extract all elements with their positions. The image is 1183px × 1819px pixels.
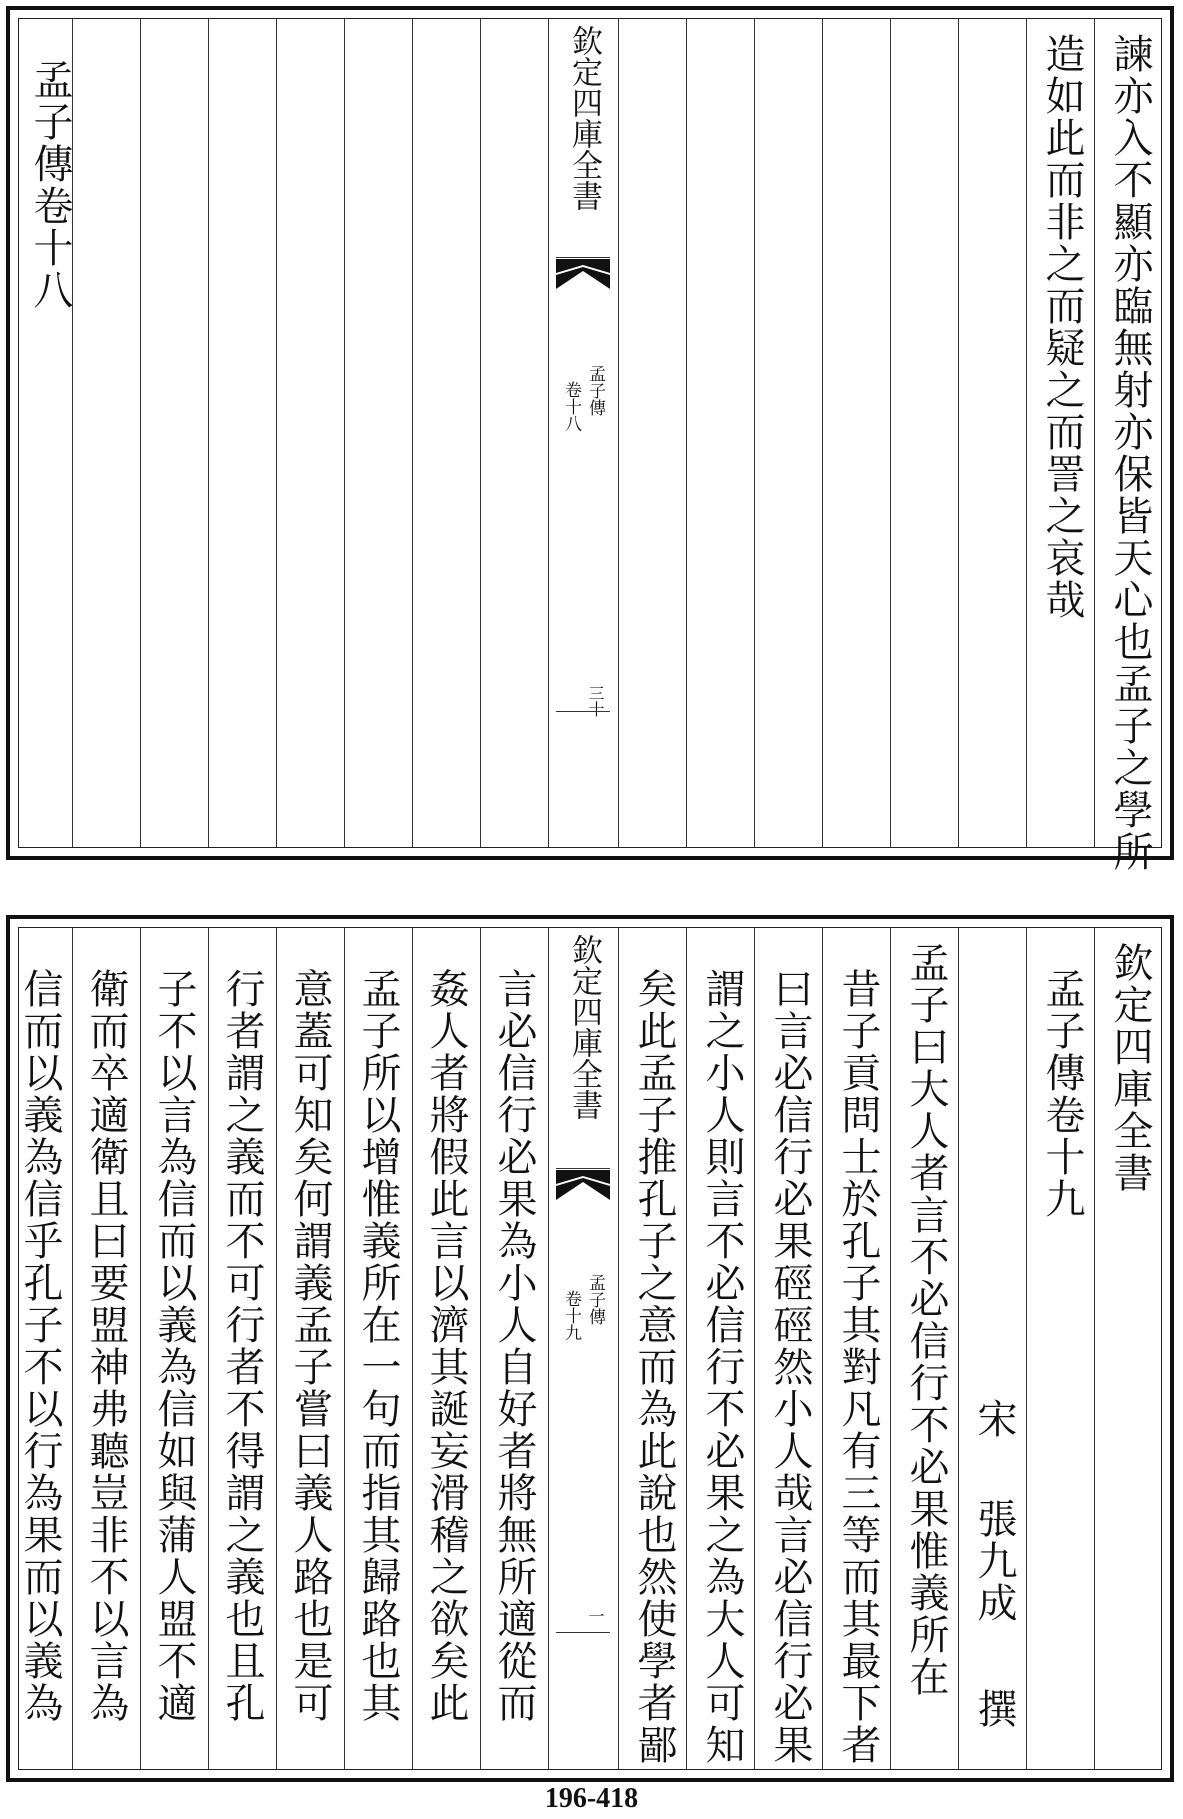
column-ruling — [1094, 928, 1095, 1769]
volume-title: 孟子傳卷十九 — [1039, 968, 1085, 1220]
column-ruling — [618, 928, 619, 1769]
strip-book-title: 孟子傳 — [585, 1274, 605, 1325]
column-ruling — [412, 19, 413, 847]
bottom-page-frame — [18, 927, 1162, 1770]
bottom-page — [6, 915, 1174, 1782]
column-ruling — [1026, 19, 1027, 847]
strip-divider — [556, 1632, 610, 1633]
column-ruling — [208, 19, 209, 847]
column-ruling — [276, 928, 277, 1769]
fish-tail-mark-icon — [548, 1170, 618, 1204]
text-column: 矣此孟子推孔子之意而為此說也然使學者鄙 — [631, 968, 677, 1766]
strip-title: 欽定四庫全書 — [566, 25, 602, 211]
column-ruling — [686, 928, 687, 1769]
top-page-frame — [18, 18, 1162, 873]
strip-divider — [556, 711, 610, 712]
column-ruling — [276, 19, 277, 847]
column-ruling — [822, 19, 823, 847]
column-ruling — [344, 928, 345, 1769]
strip-page-number: 三十 — [586, 685, 605, 717]
top-page — [6, 6, 1174, 873]
column-ruling — [1026, 928, 1027, 1769]
strip-page-number: 一 — [586, 1608, 605, 1624]
text-column: 衛而卒適衛且曰要盟神弗聽豈非不以言為 — [83, 968, 129, 1724]
column-ruling — [754, 19, 755, 847]
column-ruling — [72, 928, 73, 1769]
column-ruling — [754, 928, 755, 1769]
text-column: 孟子所以增惟義所在一句而指其歸路也其 — [355, 968, 401, 1724]
column-ruling — [686, 19, 687, 847]
strip-volume: 卷十八 — [561, 381, 581, 432]
text-column: 曰言必信行必果硜硜然小人哉言必信行必果 — [767, 968, 813, 1766]
column-ruling — [480, 19, 481, 847]
text-column: 意蓋可知矣何謂義孟子嘗曰義人路也是可 — [287, 968, 333, 1724]
collection-header: 欽定四庫全書 — [1107, 942, 1153, 1194]
column-ruling — [822, 928, 823, 1769]
strip-divider — [556, 257, 610, 258]
column-ruling — [412, 928, 413, 1769]
column-ruling — [140, 19, 141, 847]
column-ruling — [958, 928, 959, 1769]
text-column: 孟子曰大人者言不必信行不必果惟義所在 — [903, 942, 949, 1698]
column-ruling — [958, 19, 959, 847]
column-ruling — [890, 928, 891, 1769]
author-dynasty: 宋 — [971, 1398, 1017, 1440]
column-ruling — [618, 19, 619, 847]
text-column: 子不以言為信而以義為信如與蒲人盟不適 — [151, 968, 197, 1724]
center-fold-strip — [548, 928, 618, 1769]
text-column: 信而以義為信乎孔子不以行為果而以義為 — [17, 968, 63, 1724]
center-fold-strip — [548, 19, 618, 847]
text-column: 姦人者將假此言以濟其誕妄滑稽之欲矣此 — [423, 968, 469, 1724]
author-name: 張九成 — [971, 1498, 1017, 1624]
text-column: 昔子貢問士於孔子其對凡有三等而其最下者 — [835, 968, 881, 1766]
fish-tail-mark-icon — [548, 259, 618, 293]
text-column: 行者謂之義而不可行者不得謂之義也且孔 — [219, 968, 265, 1724]
volume-end-title: 孟子傳卷十八 — [27, 59, 73, 311]
strip-volume: 卷十九 — [561, 1290, 581, 1341]
column-ruling — [890, 19, 891, 847]
column-ruling — [344, 19, 345, 847]
column-ruling — [480, 928, 481, 1769]
column-ruling — [208, 928, 209, 1769]
text-column: 造如此而非之而疑之而詈之哀哉 — [1039, 33, 1085, 621]
strip-divider — [556, 1168, 610, 1169]
strip-book-title: 孟子傳 — [585, 365, 605, 416]
page-reference-number: 196-418 — [544, 1783, 639, 1814]
column-ruling — [1094, 19, 1095, 847]
strip-title: 欽定四庫全書 — [566, 934, 602, 1120]
text-column: 謂之小人則言不必信行不必果之為大人可知 — [699, 968, 745, 1766]
column-ruling — [140, 928, 141, 1769]
text-column: 諫亦入不顯亦臨無射亦保皆天心也孟子之學所 — [1107, 33, 1153, 873]
text-column: 言必信行必果為小人自好者將無所適從而 — [491, 968, 537, 1724]
author-role: 撰 — [971, 1688, 1017, 1730]
